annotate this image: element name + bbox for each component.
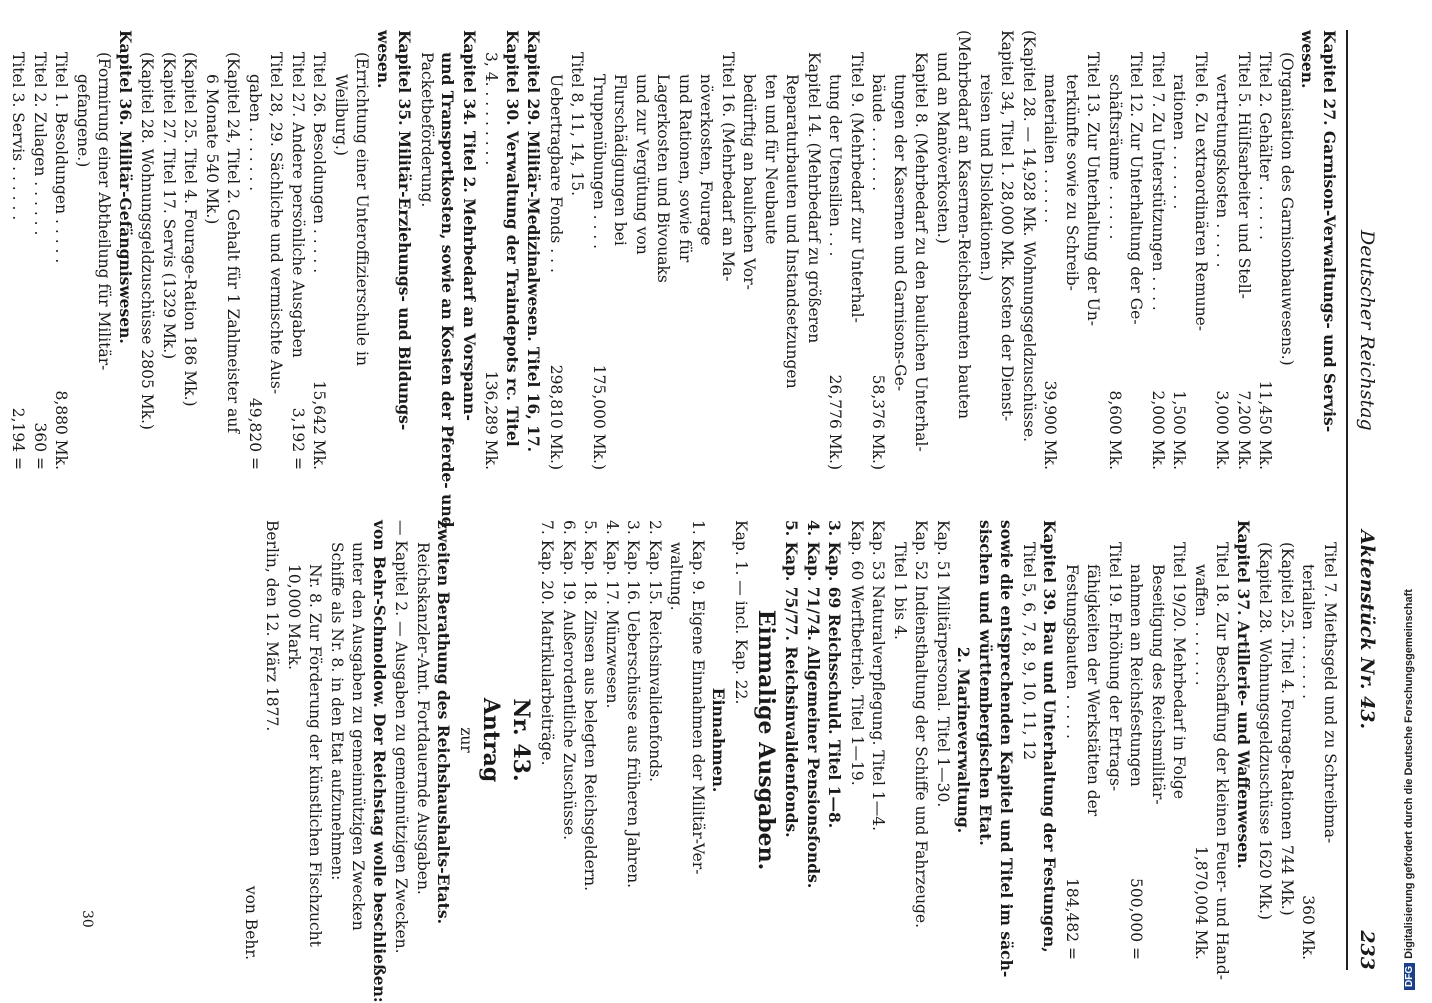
line-text: Titel 27. Andere persönliche Ausgaben — [289, 52, 307, 358]
text-line — [136, 30, 158, 470]
text-line — [652, 30, 674, 470]
page-number: 233 — [1356, 930, 1378, 970]
header-section: Aktenstück Nr. 43. — [1356, 530, 1378, 730]
text-line — [351, 30, 373, 470]
line-text: Kapitel 34, Titel 1. 28,000 Mk. Kosten der Dienst- — [998, 30, 1017, 422]
line-text: Titel 28, 29. Sächliche und vermischte Aus- — [267, 52, 286, 395]
line-text: bedürftig an baulichen Vor- — [740, 74, 759, 290]
text-line — [308, 30, 330, 470]
text-line — [1276, 30, 1298, 470]
text-line — [781, 30, 803, 470]
text-line — [1147, 30, 1169, 470]
line-text: Lagerkosten und Bivouaks — [654, 74, 673, 283]
line-text: tungen der Kasernen und Garnisons-Ge- — [891, 74, 909, 392]
line-text: (Kapitel 28. — 14,928 Mk. Wohnungsgeldzuschüsse. — [1020, 30, 1038, 443]
text-line — [910, 30, 932, 470]
text-line — [824, 30, 846, 470]
text-line — [93, 30, 115, 470]
text-line — [1125, 520, 1147, 960]
text-line — [932, 520, 954, 960]
line-amount: 58,376 Mk.) — [869, 374, 888, 470]
text-line — [1297, 520, 1319, 960]
line-text: Titel 9. (Mehrbedarf zur Unterhal- — [848, 52, 866, 323]
text-line — [1190, 520, 1212, 960]
text-line — [751, 520, 781, 960]
line-text: Titel 1. Besoldungen . . . . . — [52, 52, 71, 264]
text-line — [1233, 520, 1255, 960]
line-text: sowie die entsprechenden Kapitel und Titel im säch- — [997, 520, 1017, 978]
text-line — [1190, 30, 1212, 470]
line-text: Berlin, den 12. März 1877. — [263, 520, 282, 732]
line-amount: 298,810 Mk.) — [547, 364, 565, 470]
text-line — [480, 30, 502, 470]
line-text: Kapitel 8. (Mehrbedarf zu den baulichen Unterhal- — [912, 52, 931, 452]
line-text: gefangene.) — [74, 74, 92, 168]
text-line — [1211, 30, 1233, 470]
line-text: (Formirung einer Abtheilung für Militär- — [95, 52, 114, 371]
line-text: Kap. 53 Naturalverpflegung. Titel 1—4. — [869, 520, 888, 832]
text-line — [1018, 520, 1040, 960]
text-line — [644, 520, 666, 960]
text-line — [373, 30, 395, 470]
line-text: Kapitel 34. Titel 2. Mehrbedarf an Vorspann- — [460, 30, 479, 421]
line-text: Einmalige Ausgaben. — [753, 609, 779, 871]
line-text: 2. Kap. 15. Reichsinvalidenfonds. — [646, 520, 664, 783]
line-amount: 500,000 = — [1127, 877, 1146, 960]
line-text: (Kapitel 28. Wohnungsgeldzuschüsse 2805 Mk.) — [138, 52, 157, 430]
line-amount: 3,192 = — [289, 407, 307, 470]
line-text: Kapitel 30. Verwaltung der Traindepots rc. Titel — [503, 30, 522, 447]
line-text: (Kapitel 28. Wohnungsgeldzuschüsse 1620 Mk.) — [1256, 542, 1275, 920]
line-text: 5. Kap. 75/77. Reichsinvalidenfonds. — [782, 520, 802, 838]
line-text: 4. Kap. 17. Münzwesen. — [603, 520, 621, 709]
line-text: Titel 19. Erhöhung der Ertrags- — [1106, 542, 1124, 792]
text-line — [1082, 520, 1104, 960]
text-line — [760, 30, 782, 470]
line-text: Einnahmen. — [709, 687, 729, 793]
line-text: Titel 3. Servis . . . . . . — [9, 52, 28, 221]
text-line — [502, 30, 524, 470]
line-text: gaben . . . . . . . — [246, 74, 264, 192]
text-line — [996, 520, 1018, 978]
text-line — [416, 30, 438, 470]
line-text: Kap. 1. — incl. Kap. 22. — [732, 520, 750, 705]
line-text: Titel 19/20. Mehrbedarf in Folge — [1170, 542, 1189, 800]
line-amount: 7,200 Mk. — [1235, 390, 1253, 470]
text-line — [708, 520, 730, 960]
text-line — [1061, 30, 1083, 470]
text-line — [523, 30, 545, 470]
line-text: bäude . . . . . . . — [869, 74, 888, 192]
line-text: 6. Kap. 19. Außerordentliche Zuschüsse. — [560, 520, 578, 841]
line-text: — Kapitel 2. — Ausgaben zu gemeinnützigen Zwecken. — [392, 520, 411, 954]
line-text: und Transportkosten, sowie an Kosten der Pferde- und — [438, 52, 458, 528]
text-line — [240, 520, 262, 960]
line-text: Beseitigung des Reichsmilitär- — [1149, 564, 1167, 805]
line-text: 3. Kap. 16. Ueberschüsse aus früheren Jahren. — [624, 520, 643, 889]
line-text: tung der Utensilien . . . — [826, 74, 845, 257]
line-text: und an Manöverkosten.) — [934, 52, 952, 244]
line-text: wesen. — [1298, 30, 1318, 89]
line-text: Uebertragbare Fonds . . . — [547, 74, 565, 273]
line-amount: 175,000 Mk.) — [590, 364, 608, 470]
text-line — [0, 30, 1, 470]
text-line — [932, 30, 954, 470]
text-line — [261, 520, 283, 960]
line-text: Kapitel 36. Militär-Gefängniswesen. — [116, 30, 135, 344]
text-line — [1082, 30, 1104, 470]
text-line — [738, 30, 760, 470]
text-line — [889, 520, 911, 960]
line-text: Reparaturbauten und Instandsetzungen — [783, 74, 802, 389]
text-line — [730, 520, 752, 960]
line-text: Kap. 60 Werftbetrieb. Titel 1—19. — [848, 520, 866, 786]
text-line — [179, 30, 201, 470]
line-text: rationen . . . . . . . — [1170, 74, 1189, 210]
line-amount: 136,289 Mk. — [482, 370, 501, 470]
text-line — [287, 30, 309, 470]
line-text: vertretungskosten . . . . . — [1213, 74, 1232, 268]
line-text: Kapitel 14. (Mehrbedarf zu größeren — [805, 52, 823, 344]
line-text: (Errichtung einer Unteroffizierschule in — [353, 52, 372, 366]
line-text: zweiten Berathung des Reichshaushalts-Etats. — [434, 520, 454, 924]
line-text: Flurschädigungen bei — [611, 74, 630, 246]
line-text: Titel 5, 6, 7, 8, 9, 10, 11, 12 — [1020, 542, 1038, 761]
line-text: waltung. — [667, 542, 686, 611]
text-line — [588, 30, 610, 470]
text-line — [1211, 520, 1233, 980]
line-text: und zur Vergütung von — [633, 74, 651, 255]
line-amount: 39,900 Mk. — [1041, 380, 1060, 470]
text-line — [347, 520, 369, 960]
line-text: Kap. 51 Militärpersonal. Titel 1—30. — [934, 520, 952, 808]
line-amount: 49,820 = — [246, 397, 264, 470]
line-text: Titel 2. Zulagen . . . . . . — [31, 52, 49, 236]
text-line — [1168, 520, 1190, 960]
line-text: reisen und Dislokationen.) — [977, 74, 995, 282]
header-title: Deutscher Reichstag — [1356, 230, 1378, 431]
line-text: Festungsbauten . . . . . — [1063, 564, 1081, 739]
text-line — [158, 30, 180, 470]
digitization-credit — [1403, 589, 1415, 990]
line-text: terkünfte sowie zu Schreib- — [1063, 74, 1081, 291]
line-amount: 8,600 Mk. — [1106, 390, 1124, 470]
line-text: ten und für Neubaute — [762, 74, 780, 245]
text-line — [50, 30, 72, 470]
line-text: wesen. — [374, 30, 393, 89]
line-text: Titel 7. Miethsgeld und zu Schreibma- — [1321, 542, 1339, 844]
line-text: zur — [457, 727, 475, 753]
credit-text: Digitalisierung gefördert durch die Deutsche Forschungsgemeinschaft — [1403, 589, 1415, 959]
line-amount: 8,880 Mk. — [52, 390, 71, 470]
line-text: (Kapitel 27. Titel 17. Servis (1329 Mk.) — [160, 52, 178, 360]
text-line — [476, 520, 506, 960]
line-text: waffen . . . . . . . — [1192, 564, 1210, 686]
line-text: Titel 7. Zu Unterstützungen . . . . — [1149, 52, 1167, 311]
line-text: Titel 12. Zur Unterhaltung der Ge- — [1127, 52, 1146, 325]
line-text: Kapitel 29. Militär-Medizinalwesen. Titel 16, 17. — [524, 30, 544, 453]
text-line — [1104, 520, 1126, 960]
line-amount: 2,194 = — [9, 407, 28, 470]
text-line — [390, 520, 412, 960]
line-text: 2. Marineverwaltung. — [954, 646, 974, 834]
text-line — [867, 520, 889, 960]
text-line — [283, 520, 305, 960]
text-line — [665, 520, 687, 960]
line-text: Antrag — [478, 697, 504, 783]
line-text: (Organisation des Garnisonbauwesens.) — [1278, 52, 1296, 366]
text-line — [910, 520, 932, 960]
text-line — [330, 30, 352, 470]
text-line — [1039, 30, 1061, 470]
text-line — [1018, 30, 1040, 470]
text-line — [867, 30, 889, 470]
text-line — [1276, 520, 1298, 960]
line-text: Nr. 8. Zur Förderung der künstlichen Fischzucht — [306, 564, 325, 947]
line-text: Titel 1 bis 4. — [891, 542, 909, 640]
line-text: Titel 8, 11, 14, 15. — [568, 52, 587, 197]
line-text: Titel 5. Hülfsarbeiter und Stell- — [1235, 52, 1253, 299]
line-text: von Behr. — [242, 885, 260, 960]
line-text: 1. Kap. 9. Eigene Einnahmen der Militär-Ver- — [689, 520, 707, 875]
line-text: nahmen an Reichsfestungen — [1127, 564, 1146, 787]
left-column — [0, 30, 1340, 528]
text-line — [369, 520, 391, 1003]
sheet-number: 30 — [79, 910, 95, 928]
text-line — [781, 520, 803, 960]
line-text: Titel 2. Gehälter . . . . . . — [1256, 52, 1275, 240]
line-text: terialien . . . . . . . — [1299, 564, 1318, 700]
line-text: 4. Kap. 71/74. Allgemeiner Pensionsfonds. — [804, 520, 823, 889]
line-text: (Kapitel 24, Titel 2. Gehalt für 1 Zahlmeister auf — [224, 52, 243, 434]
line-text: 10,000 Mark. — [285, 564, 303, 671]
line-text: Reichskanzler-Amt. Fortdauernde Ausgaben. — [414, 542, 432, 895]
text-line — [631, 30, 653, 470]
line-text: fähigkeiten der Werkstätten der — [1084, 564, 1103, 817]
line-amount: 15,642 Mk. — [310, 380, 329, 470]
text-line — [1319, 30, 1341, 470]
text-line — [803, 30, 825, 470]
text-line — [622, 520, 644, 960]
line-text: und Rationen, sowie für — [676, 74, 694, 263]
line-text: 3. Kap. 69 Reichsschuld. Titel 1—8. — [825, 520, 845, 829]
text-line — [244, 30, 266, 470]
text-line — [1061, 520, 1083, 960]
text-line — [459, 30, 481, 470]
text-line — [72, 30, 94, 470]
text-line — [506, 520, 536, 960]
line-text: Truppenübungen . . . . — [590, 74, 608, 250]
text-line — [412, 520, 434, 960]
text-line — [695, 30, 717, 470]
text-line — [1039, 520, 1061, 960]
line-amount: 184,482 = — [1063, 877, 1081, 960]
text-line — [545, 30, 567, 470]
line-text: Kap. 52 Indiensthaltung der Schiffe und Fahrzeuge. — [912, 520, 931, 929]
line-text: Kapitel 39. Bau und Unterhaltung der Festungen, — [1040, 520, 1060, 953]
text-line — [846, 30, 868, 470]
text-line — [601, 520, 623, 960]
text-line — [717, 30, 739, 470]
line-amount: 360 Mk. — [1299, 895, 1318, 960]
text-line — [222, 30, 244, 470]
text-line — [7, 30, 29, 470]
text-line — [846, 520, 868, 960]
line-text: Titel 26. Besoldungen . . . . . — [310, 52, 329, 274]
line-text: Titel 6. Zu extraordinären Remune- — [1192, 52, 1210, 332]
line-amount: 11,450 Mk. — [1256, 380, 1275, 470]
line-text: Kapitel 27. Garnison-Verwaltungs- und Servis- — [1320, 30, 1339, 433]
text-line — [1168, 30, 1190, 470]
text-line — [803, 520, 825, 960]
text-line — [687, 520, 709, 960]
line-amount: 26,776 Mk.) — [826, 374, 845, 470]
text-line — [304, 520, 326, 960]
text-line — [455, 520, 477, 960]
line-text: (Mehrbedarf an Kasernen-Reichsbeamten bauten — [955, 30, 974, 419]
text-line — [996, 30, 1018, 470]
text-line — [1125, 30, 1147, 470]
line-text: Packetbeförderung. — [418, 52, 436, 208]
line-text: sischen und württembergischen Etat. — [976, 520, 995, 846]
line-text: 3, 4. . . . . . . . . — [482, 52, 501, 166]
text-line — [115, 30, 137, 470]
text-line — [1104, 30, 1126, 470]
text-line — [975, 520, 997, 960]
text-line — [265, 30, 287, 470]
line-text: Titel 18. Zur Beschaffung der kleinen Feuer- und Hand- — [1213, 542, 1232, 980]
line-amount: 3,000 Mk. — [1213, 390, 1232, 470]
text-line — [1254, 30, 1276, 470]
text-line — [579, 520, 601, 960]
line-text: Kapitel 35. Militär-Erziehungs- und Bildungs- — [395, 30, 415, 431]
line-amount: 1,870,004 Mk. — [1192, 845, 1210, 960]
text-line — [953, 520, 975, 960]
text-line — [1319, 520, 1341, 960]
line-text: 5. Kap. 18. Zinsen aus belegten Reichsgeldern. — [581, 520, 600, 892]
text-line — [566, 30, 588, 470]
line-text: Kapitel 37. Artillerie- und Waffenwesen. — [1234, 520, 1253, 869]
text-line — [609, 30, 631, 470]
text-line — [1254, 520, 1276, 960]
line-text: materialien . . . . . . — [1041, 74, 1060, 224]
line-text: 6 Monate 540 Mk.) — [203, 74, 221, 225]
dfg-logo: DFG — [1404, 963, 1415, 990]
text-line — [326, 520, 348, 960]
line-text: (Kapitel 25. Titel 4. Fourage-Ration 186 Mk.) — [181, 52, 200, 407]
line-amount: 1,500 Mk. — [1170, 390, 1189, 470]
text-line — [201, 30, 223, 470]
text-line — [29, 30, 51, 470]
text-line — [953, 30, 975, 470]
text-line — [889, 30, 911, 470]
text-line — [824, 520, 846, 960]
text-line — [1147, 520, 1169, 960]
line-text: unter den Ausgaben zu gemeinnützigen Zwecken — [349, 542, 368, 931]
line-text: schäftsräume . . . . . . — [1106, 74, 1124, 240]
text-line — [674, 30, 696, 470]
line-amount: 2,000 Mk. — [1149, 390, 1167, 470]
text-line — [1297, 30, 1319, 470]
text-line — [394, 30, 416, 470]
text-line — [558, 520, 580, 960]
line-text: Titel 16. (Mehrbedarf an Ma- — [719, 52, 737, 282]
line-text: 7. Kap. 20. Matrikularbeiträge. — [538, 520, 557, 766]
text-line — [437, 30, 459, 528]
line-text: növerkosten, Fourage — [697, 74, 716, 246]
line-text: Titel 13. Zur Unterhaltung der Un- — [1084, 52, 1103, 327]
line-text: von Behr-Schmoldow. Der Reichstag wolle beschließen: — [370, 520, 389, 1003]
line-text: (Kapitel 25. Titel 4. Fourage-Rationen 744 Mk.) — [1278, 542, 1296, 916]
line-amount: 360 = — [31, 422, 49, 470]
text-line — [433, 520, 455, 960]
right-column — [240, 520, 1341, 1003]
line-text: Weilburg.) — [332, 74, 350, 156]
line-text: Nr. 43. — [508, 698, 534, 782]
text-line — [536, 520, 558, 960]
line-text: Schiffe als Nr. 8. in den Etat aufzunehmen: — [328, 542, 346, 881]
text-line — [1233, 30, 1255, 470]
page-header — [1346, 30, 1382, 970]
text-line — [975, 30, 997, 470]
